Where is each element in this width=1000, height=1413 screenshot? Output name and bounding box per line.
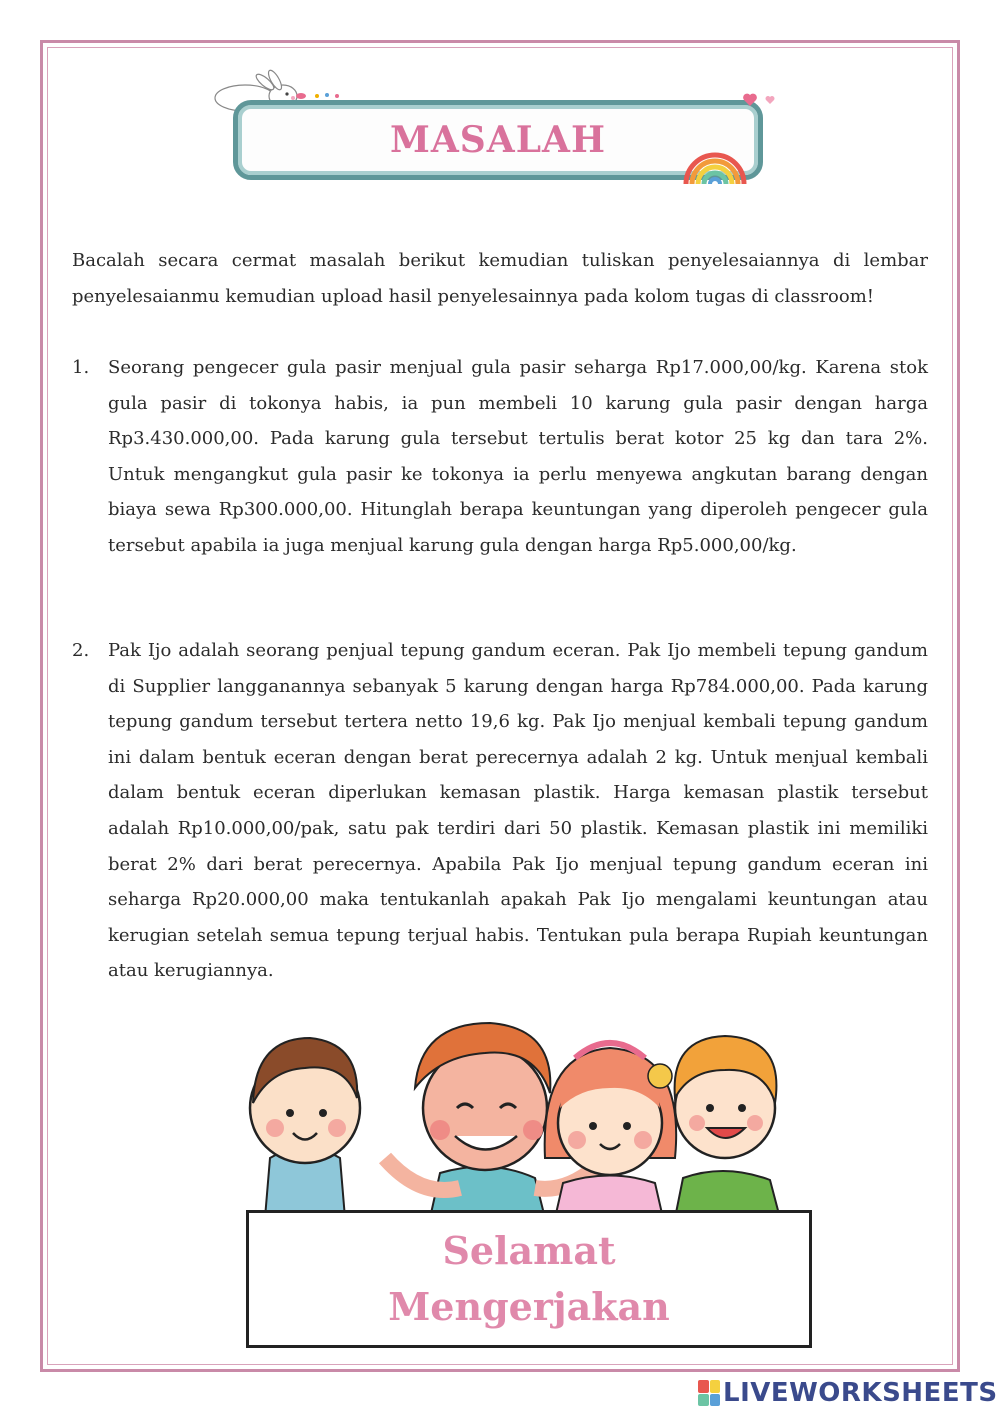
instructions-text: Bacalah secara cermat masalah berikut kemudian tuliskan penyelesaiannya di lembar penyelesaianmu kemudian upload hasil penyelesainnya pada kolom tugas di classroom! <box>72 250 928 307</box>
problem-text: Pak Ijo adalah seorang penjual tepung gandum eceran. Pak Ijo membeli tepung gandum di Supplier langganannya sebanyak 5 karung dengan harga Rp784.000,00. Pada karung tepung gandum tersebut tertera netto 19,6 kg. Pak Ijo menjual kembali tepung gandum ini dalam bentuk eceran dengan berat perecernya adalah 2 kg. Untuk menjual kembali dalam bentuk eceran diperlukan kemasan plastik. Harga kemasan plastik tersebut adalah Rp10.000,00/pak, satu pak terdiri dari 50 plastik. Kemasan plastik ini memiliki berat 2% dari berat perecernya. Apabila Pak Ijo menjual tepung gandum eceran ini seharga Rp20.000,00 maka tentukanlah apakah Pak Ijo mengalami keuntungan atau kerugian setelah semua tepung terjual habis. Tentukan pula berapa Rupiah keuntungan atau kerugiannya. <box>108 640 928 982</box>
rainbow-icon <box>680 150 750 186</box>
problem-number: 2. <box>72 640 90 661</box>
closing-line-1: Selamat <box>442 1228 616 1273</box>
brand-footer[interactable] <box>698 1378 998 1408</box>
hearts-icon <box>740 90 790 110</box>
brand-logo-icon <box>698 1380 720 1406</box>
brand-name: LIVEWORKSHEETS <box>723 1378 998 1408</box>
kids-illustration-icon <box>245 1008 805 1218</box>
closing-banner <box>246 1210 812 1348</box>
problem-2 <box>72 633 928 989</box>
problem-number: 1. <box>72 357 90 378</box>
page-title: MASALAH <box>390 119 606 161</box>
problem-1 <box>72 350 928 564</box>
closing-line-2: Mengerjakan <box>388 1284 670 1329</box>
problem-text: Seorang pengecer gula pasir menjual gula pasir seharga Rp17.000,00/kg. Karena stok gula pasir di tokonya habis, ia pun membeli 10 karung gula pasir dengan harga Rp3.430.000,00. Pada karung gula tersebut tertulis berat kotor 25 kg dan tara 2%. Untuk mengangkut gula pasir ke tokonya ia perlu menyewa angkutan barang dengan biaya sewa Rp300.000,00. Hitunglah berapa keuntungan yang diperoleh pengecer gula tersebut apabila ia juga menjual karung gula dengan harga Rp5.000,00/kg. <box>108 357 928 556</box>
title-header <box>205 68 795 198</box>
